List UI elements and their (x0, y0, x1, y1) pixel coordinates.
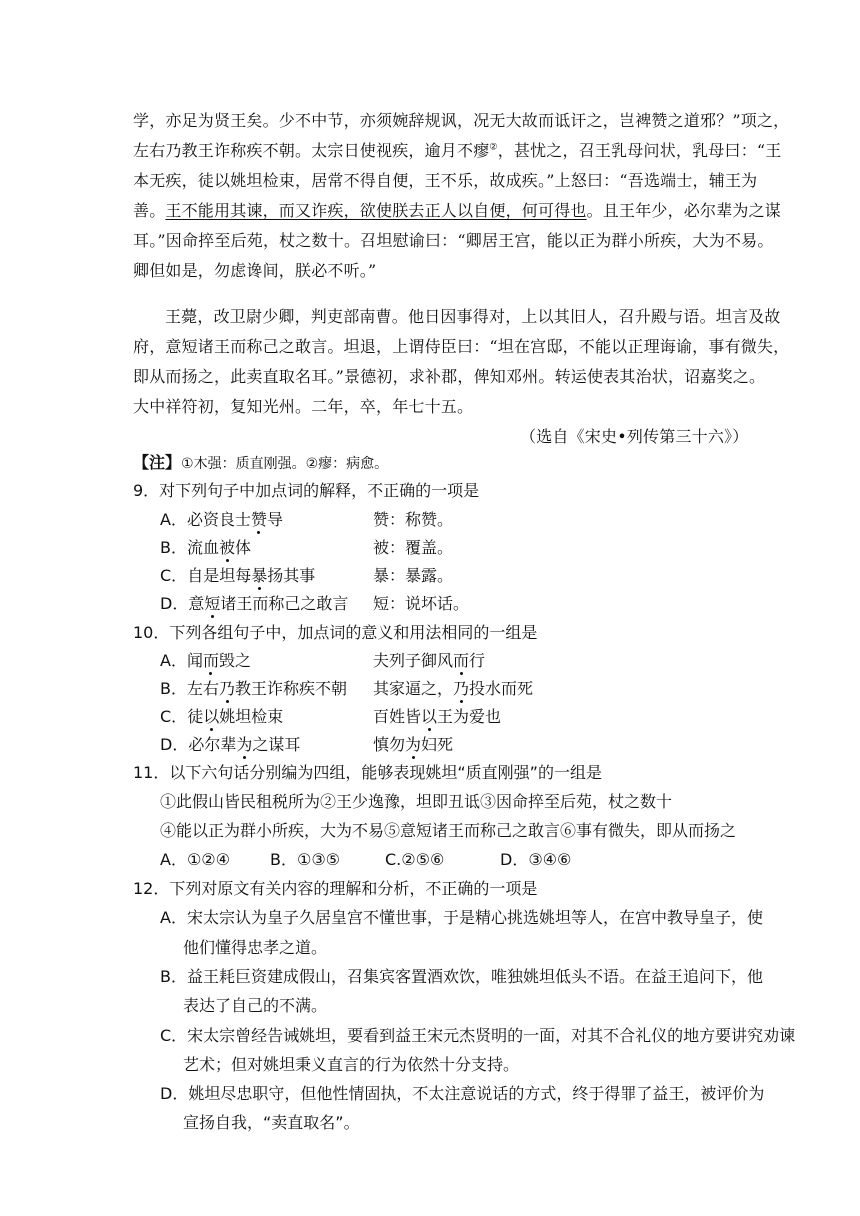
passage-line-9: 即从而扬之，此卖直取名耳。”景德初，求补郡，俾知邓州。转运使表其治状，诏嘉奖之。 (133, 367, 766, 386)
option-text: 妇死 (421, 735, 454, 754)
dotted-word: 乃 (219, 679, 236, 698)
option-label: C． (160, 566, 188, 585)
dotted-word: 以 (421, 707, 438, 726)
q12-option-b-line-2: 表达了自己的不满。 (183, 996, 328, 1015)
q12-option-c-line-2: 艺术；但对姚坦秉义直言的行为依然十分支持。 (183, 1055, 520, 1074)
option-text: 其家逼之， (373, 679, 454, 698)
passage-line-2 (133, 141, 781, 161)
option-text: 行 (469, 651, 486, 670)
dotted-word: 为 (236, 735, 253, 754)
option-text: 意 (188, 594, 205, 613)
question-11-stem: 11．以下六句话分别编为四组，能够表现姚坦“质直刚强”的一组是 (133, 763, 602, 782)
passage-source: （选自《宋史•列传第三十六》） (520, 427, 749, 446)
option-text: 百姓皆 (373, 707, 422, 726)
question-9-stem: 9．对下列句子中加点词的解释，不正确的一项是 (133, 481, 480, 500)
q10-option-b (160, 679, 534, 699)
passage-line-4-a: 善。 (133, 201, 166, 220)
option-text: 姚坦检束 (219, 707, 284, 726)
q9-option-c (160, 566, 454, 586)
footnote-marker: ② (489, 142, 498, 153)
passage-line-7: 王薨，改卫尉少卿，判吏部南曹。他日因事得对，上以其旧人，召升殿与语。坦言及故 (165, 307, 781, 326)
option-text: 毁之 (218, 651, 251, 670)
option-text: 导 (266, 510, 283, 529)
q11-choice-b: B．①③⑤ (270, 850, 341, 869)
passage-line-1: 学，亦足为贤王矣。少不中节，亦须婉辞规讽，况无大故而诋讦之，岂裨赞之道邪？”项之， (133, 111, 790, 130)
q12-option-d-line-2: 宣扬自我，“卖直取名”。 (183, 1113, 360, 1132)
dotted-word: 赞 (250, 510, 267, 529)
option-label: A． (160, 651, 187, 670)
underlined-sentence: 王不能用其谏，而又诈疾，欲使朕去正人以自便，何可得也 (165, 201, 587, 220)
passage-line-2-a: 左右乃教王诈称疾不朝。太宗日使视疾，逾月不瘳 (133, 141, 490, 160)
option-text: 左右 (186, 679, 219, 698)
option-text: 自是坦每 (187, 566, 252, 585)
q9-option-b (160, 538, 454, 558)
q11-items-row-1: ①此假山皆民租税所为②王少逸豫，坦即丑诋③因命捽至后苑，杖之数十 (160, 792, 673, 811)
option-label: A． (160, 510, 187, 529)
question-12-stem: 12．下列对原文有关内容的理解和分析，不正确的一项是 (133, 879, 538, 898)
option-text: 扬其事 (267, 566, 316, 585)
dotted-word: 短 (204, 594, 221, 613)
annotation-note (133, 453, 388, 474)
option-text: 体 (235, 538, 252, 557)
passage-line-4-b: 。且王年少，必尔辈为之谋 (586, 201, 782, 220)
option-explanation: 短：说坏话。 (373, 594, 470, 613)
note-body: ①木强：质直刚强。②瘳：病愈。 (181, 456, 389, 472)
option-explanation: 暴：暴露。 (373, 566, 454, 585)
option-text: 王为爱也 (437, 707, 502, 726)
option-explanation: 赞：称赞。 (373, 510, 454, 529)
q11-items-row-2: ④能以正为群小所疾，大为不易⑤意短诸王而称己之敢言⑥事有微失，即从而扬之 (160, 821, 737, 840)
option-text: 徒 (187, 707, 204, 726)
passage-line-2-b: ，甚忧之，召王乳母问状，乳母曰：“王 (497, 141, 782, 160)
q10-option-d (160, 735, 454, 755)
dotted-word: 被 (219, 538, 236, 557)
option-text: 之谋耳 (252, 735, 301, 754)
q11-choice-d: D．③④⑥ (500, 850, 572, 869)
passage-line-8: 府，意短诸王而称己之敢言。坦退，上谓侍臣曰：“坦在宫邸，不能以正理诲谕，事有微失， (133, 337, 790, 356)
dotted-word: 以 (203, 707, 220, 726)
option-label: B． (160, 679, 187, 698)
option-text: 慎勿 (373, 735, 406, 754)
option-text: 诸王而称己之敢言 (220, 594, 349, 613)
dotted-word: 暴 (251, 566, 268, 585)
option-label: B． (160, 538, 187, 557)
dotted-word: 乃 (453, 679, 470, 698)
option-text: 教王诈称疾不朝 (235, 679, 348, 698)
q12-option-b-line-1: B．益王耗巨资建成假山，召集宾客置酒欢饮，唯独姚坦低头不语。在益王追问下，他 (160, 967, 763, 986)
option-label: C． (160, 707, 188, 726)
q12-option-a-line-1: A．宋太宗认为皇子久居皇宫不懂世事，于是精心挑选姚坦等人，在宫中教导皇子，使 (160, 908, 763, 927)
option-text: 夫列子御风 (373, 651, 454, 670)
option-label: D． (160, 594, 189, 613)
passage-line-3: 本无疾，徒以姚坦检束，居常不得自便，王不乐，故成疾。”上怒曰：“吾选端士，辅王为 (133, 171, 758, 190)
dotted-word: 而 (453, 651, 470, 670)
q12-option-a-line-2: 他们懂得忠孝之道。 (183, 938, 328, 957)
option-text: 投水而死 (469, 679, 534, 698)
q9-option-d (160, 594, 470, 614)
passage-line-5: 耳。”因命捽至后苑，杖之数十。召坦慰谕曰：“卿居王宫，能以正为群小所疾，大为不易。 (133, 231, 774, 250)
q11-choice-c: C.②⑤⑥ (385, 850, 445, 869)
option-text: 流血 (186, 538, 219, 557)
passage-line-4 (133, 201, 781, 221)
dotted-word: 为 (405, 735, 422, 754)
passage-line-6: 卿但如是，勿虑谗间，朕必不听。” (133, 261, 377, 280)
option-text: 闻 (186, 651, 203, 670)
q10-option-a (160, 651, 486, 671)
q9-option-a (160, 510, 454, 530)
option-text: 必资良士 (186, 510, 251, 529)
option-label: D． (160, 735, 189, 754)
q12-option-d-line-1: D．姚坦尽忠职守，但他性情固执，不太注意说话的方式，终于得罪了益王，被评价为 (160, 1084, 765, 1103)
question-10-stem: 10．下列各组句子中，加点词的意义和用法相同的一组是 (133, 623, 538, 642)
q10-option-c (160, 707, 502, 727)
q12-option-c-line-1: C．宋太宗曾经告诫姚坦，要看到益王宋元杰贤明的一面，对其不合礼仪的地方要讲究劝谏 (160, 1026, 796, 1045)
option-text: 必尔辈 (188, 735, 237, 754)
passage-line-10: 大中祥符初，复知光州。二年，卒，年七十五。 (133, 397, 474, 416)
dotted-word: 而 (202, 651, 219, 670)
q11-choice-a: A．①②④ (160, 850, 230, 869)
option-explanation: 被：覆盖。 (373, 538, 454, 557)
note-heading: 【注】 (133, 453, 182, 472)
